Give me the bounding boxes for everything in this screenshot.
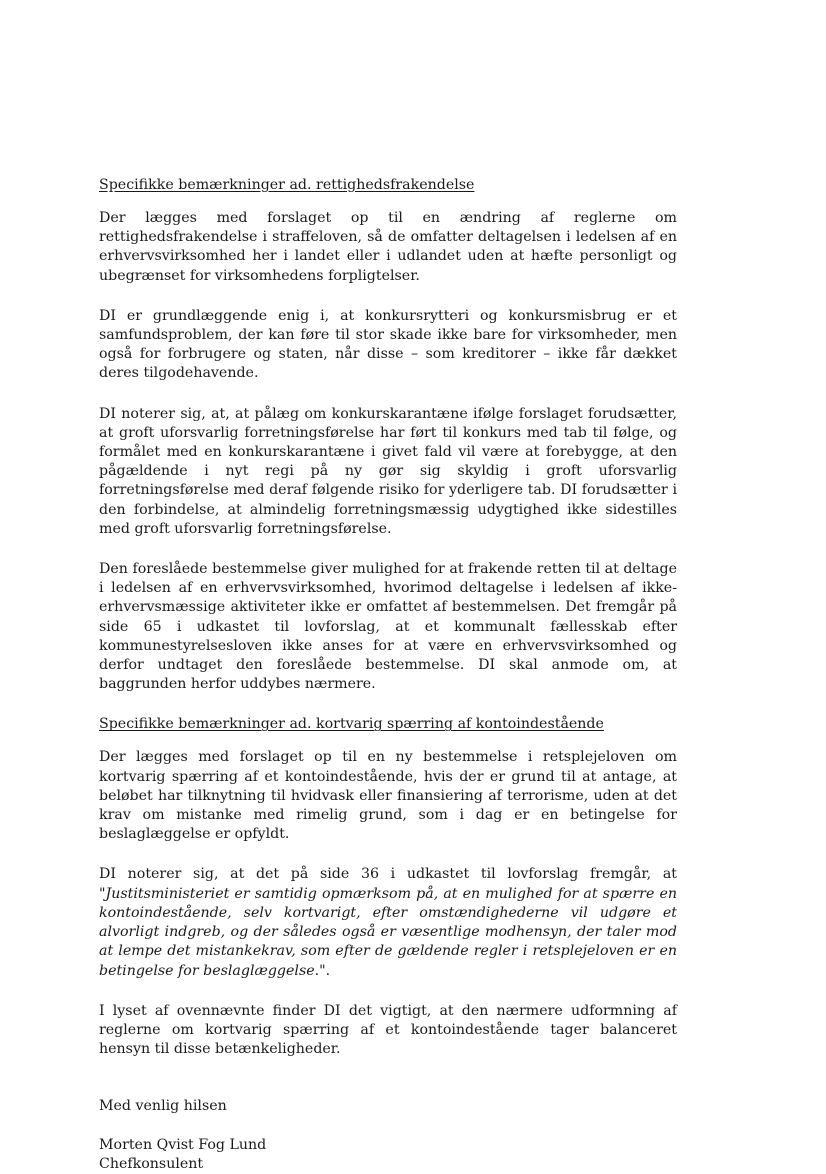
paragraph-1: Der lægges med forslaget op til en ændring af reglerne om rettighedsfrakendelse i straffeloven, så de omfatter deltagelsen i ledelsen af en erhvervsvirksomhed her i landet eller i udlandet uden at hæfte personligt og ubegrænset for virksomhedens forpligtelser. <box>99 210 677 284</box>
section-heading-kontoindestaaende: Specifikke bemærkninger ad. kortvarig spærring af kontoindestående <box>99 716 604 733</box>
paragraph-6-prefix: DI noterer sig, at det på side 36 i udkastet til lovforslag fremgår, at <box>99 866 677 883</box>
paragraph-2: DI er grundlæggende enig i, at konkursrytteri og konkursmisbrug er et samfundsproblem, der kan føre til stor skade ikke bare for virksomheder, men også for forbrugere og staten, når disse – som kreditorer – ikke får dækket deres tilgodehavende. <box>99 307 677 382</box>
paragraph-6-suffix: .". <box>314 962 331 979</box>
paragraph-5: Der lægges med forslaget op til en ny bestemmelse i retsplejeloven om kortvarig spærring af et kontoindestående, hvis der er grund til at antage, at beløbet har tilknytning til hvidvask eller finansiering af terrorisme, uden at det krav om mistanke med rimelig grund, som i dag er en betingelse for beslaglæggelse er opfyldt. <box>99 749 677 843</box>
letter-body <box>99 176 677 1174</box>
closing-greeting: Med venlig hilsen <box>99 1098 227 1115</box>
signature-name: Morten Qvist Fog Lund <box>99 1136 267 1153</box>
paragraph-6-quote: "Justitsministeriet er samtidig opmærksom på, at en mulighed for at spærre en kontoindestående, selv kortvarigt, efter omstændighederne vil udgøre et alvorligt indgreb, og der således også er væsentlige modhensyn, der taler mod at lempe det mistankekrav, som efter de gældende regler i retsplejeloven er en betingelse for beslaglæggelse <box>99 885 677 979</box>
paragraph-6 <box>99 865 677 980</box>
section-heading-rettighedsfrakendelse: Specifikke bemærkninger ad. rettighedsfrakendelse <box>99 177 475 193</box>
paragraph-7: I lyset af ovennævnte finder DI det vigtigt, at den nærmere udformning af reglerne om kortvarig spærring af et kontoindestående tager balanceret hensyn til disse betænkeligheder. <box>99 1002 677 1058</box>
paragraph-3: DI noterer sig, at, at pålæg om konkurskarantæne ifølge forslaget forudsætter, at groft uforsvarlig forretningsførelse har ført til konkurs med tab til følge, og formålet med en konkurskarantæne i givet fald vil være at forebygge, at den pågældende i nyt regi på ny gør sig skyldig i groft uforsvarlig forretningsførelse med deraf følgende risiko for yderligere tab. DI forudsætter i den forbindelse, at almindelig forretningsmæssig udygtighed ikke sidestilles med groft uforsvarlig forretningsførelse. <box>99 405 677 537</box>
signature-block <box>99 1136 677 1174</box>
paragraph-4: Den foreslåede bestemmelse giver mulighed for at frakende retten til at deltage i ledelsen af en erhvervsvirksomhed, hvorimod deltagelse i ledelsen af ikke-erhvervsmæssige aktiviteter ikke er omfattet af bestemmelsen. Det fremgår på side 65 i udkastet til lovforslag, at et kommunalt fællesskab efter kommunestyrelsesloven ikke anses for at være en erhvervsvirksomhed og derfor undtaget den foreslåede bestemmelse. DI skal anmode om, at baggrunden herfor uddybes nærmere. <box>99 561 677 693</box>
signature-title: Chefkonsulent <box>99 1155 204 1172</box>
